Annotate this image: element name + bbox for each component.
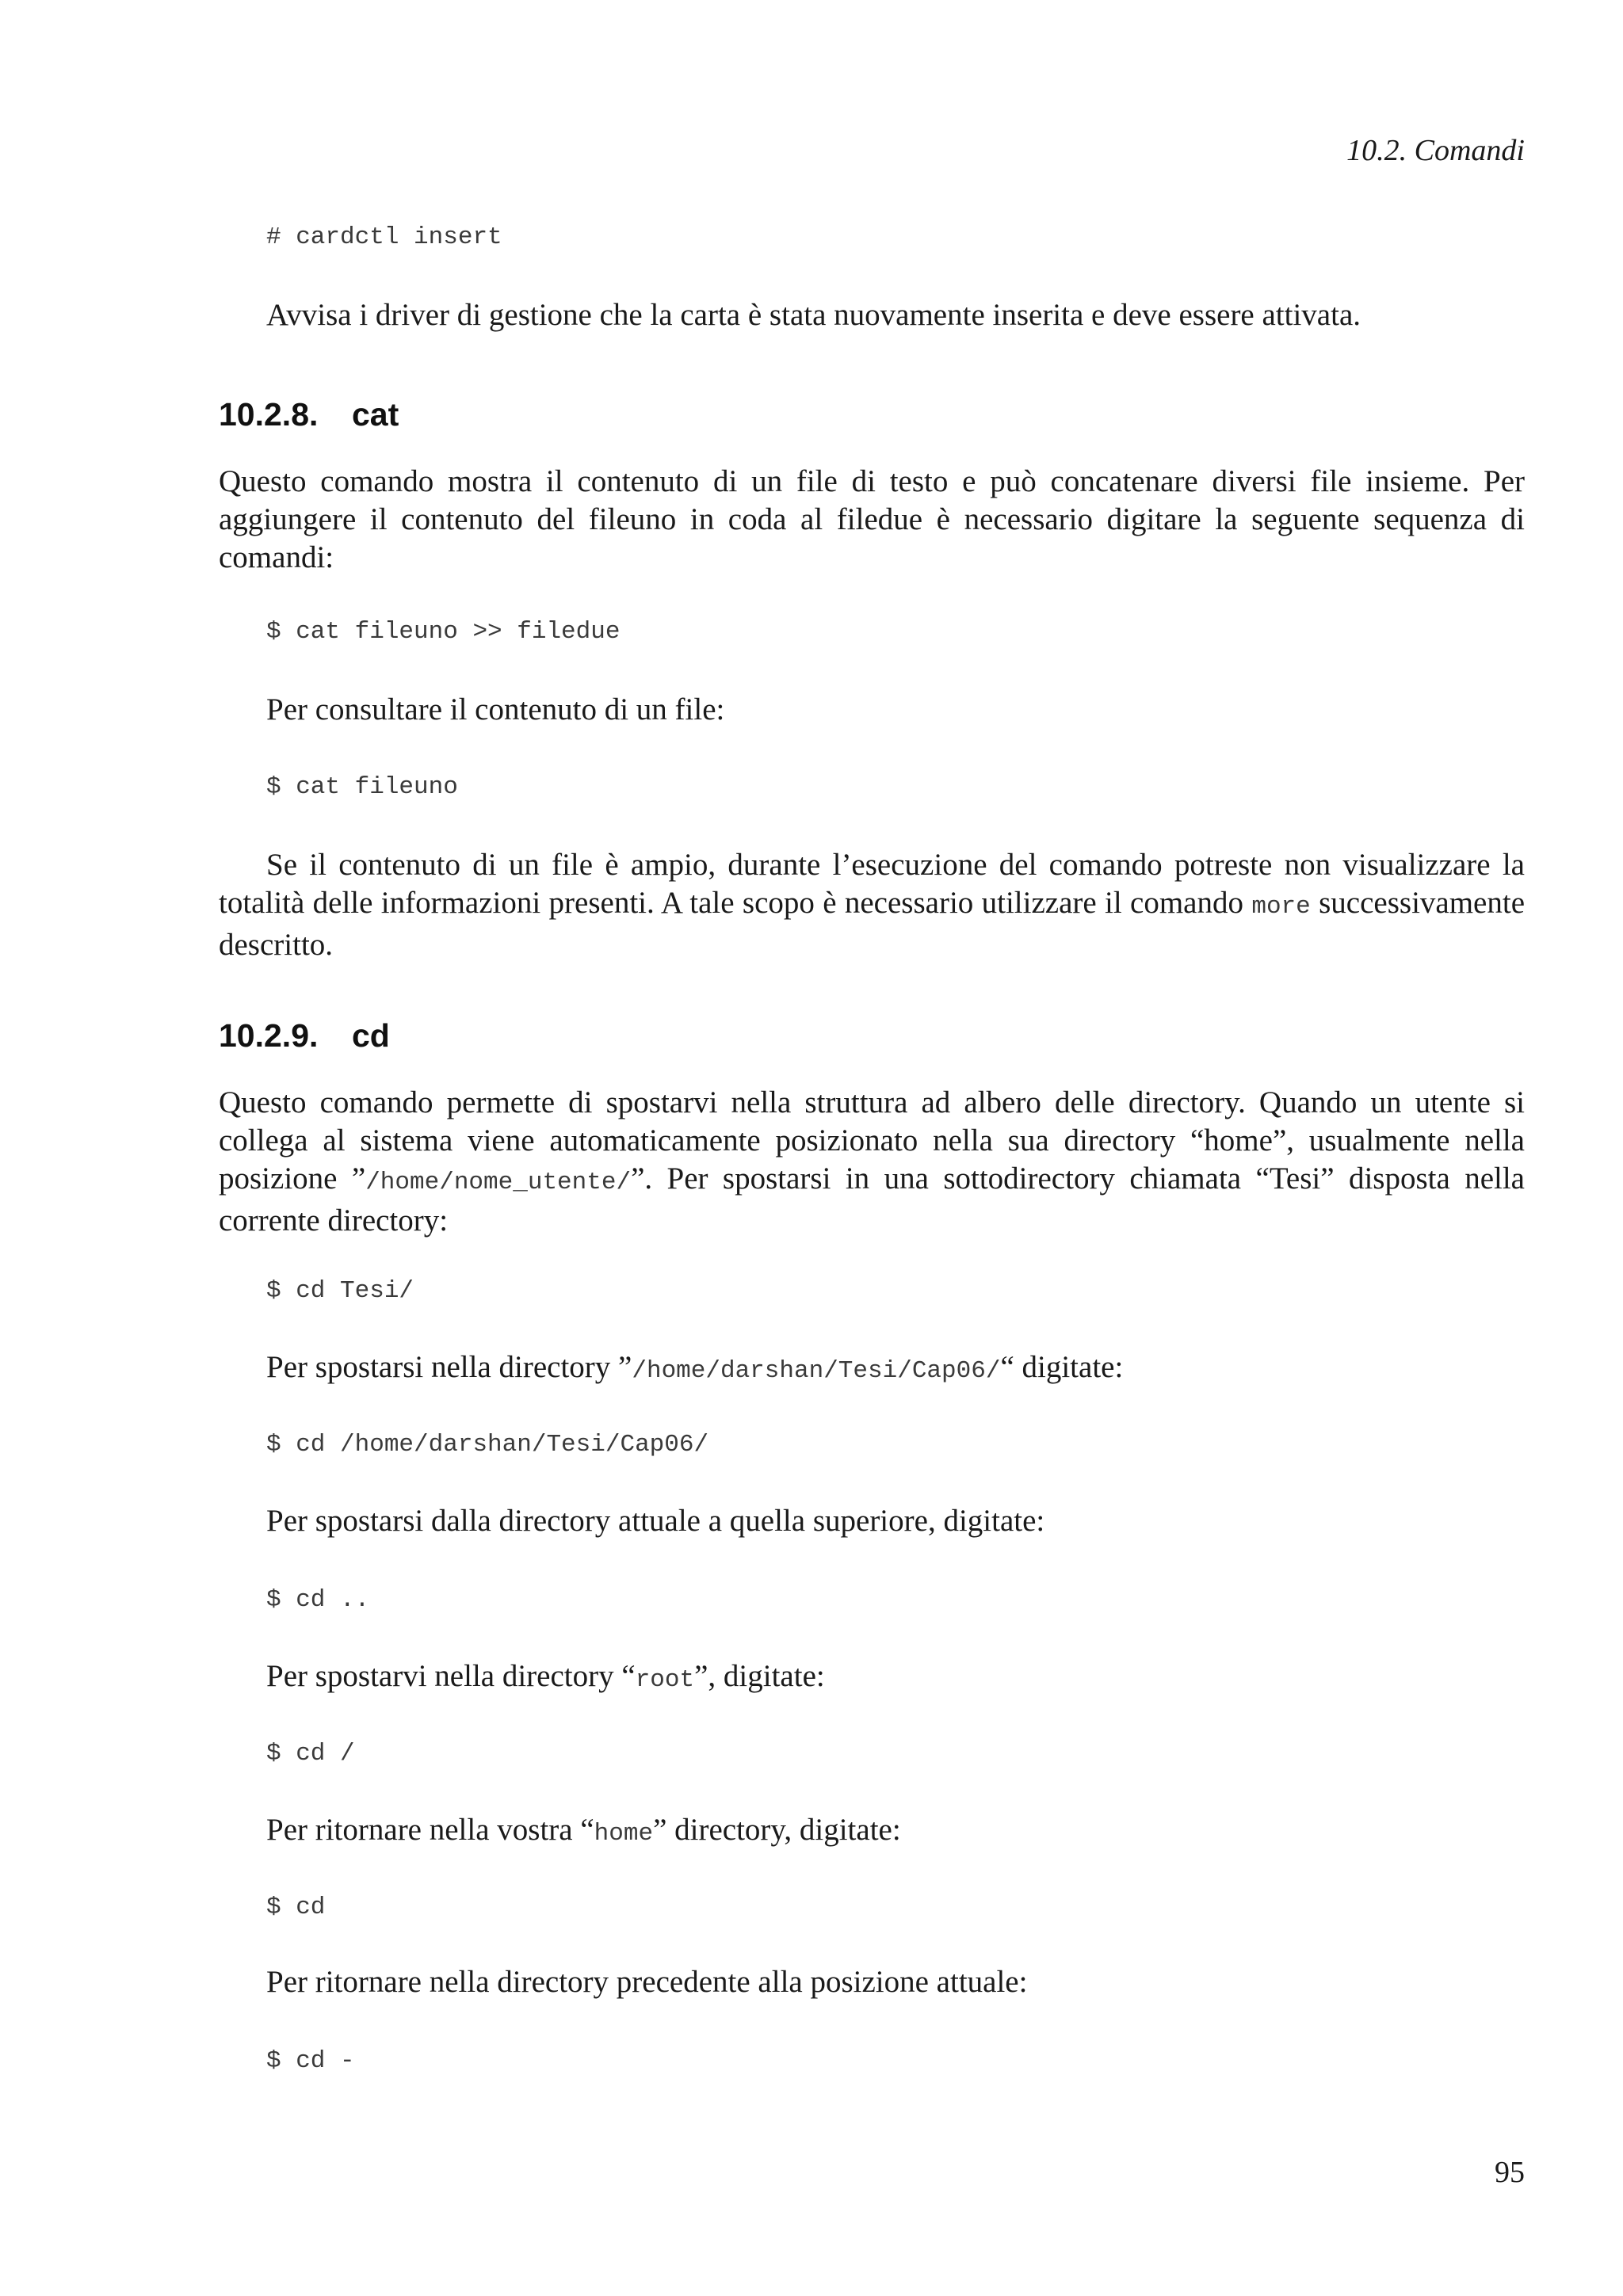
code-cd-up: $ cd .. bbox=[266, 1586, 370, 1614]
code-cd-root: $ cd / bbox=[266, 1740, 355, 1768]
code-cat-file: $ cat fileuno bbox=[266, 773, 458, 801]
code-cat-append: $ cat fileuno >> filedue bbox=[266, 618, 621, 646]
paragraph-root-text: Per spostarvi nella directory “ bbox=[266, 1659, 636, 1693]
paragraph-root-tail: ”, digitate: bbox=[694, 1659, 825, 1693]
paragraph-avvisa: Avvisa i driver di gestione che la carta è stata nuovamente inserita e deve essere attivata. bbox=[266, 298, 1361, 332]
inline-code-home: home bbox=[594, 1820, 654, 1848]
paragraph-ampio-tail: successivamente descritto. bbox=[219, 886, 1526, 962]
paragraph-precedente: Per ritornare nella directory precedente alla posizione attuale: bbox=[266, 1965, 1028, 1999]
paragraph-cd-text: Questo comando permette di spostarvi nella struttura ad albero delle directory. Quando un utente si collega al sistema viene automaticamente posizionato nella sua directory “home”, usualmente nella posizione ” bbox=[219, 1085, 1525, 1196]
section-number: 10.2.8. bbox=[219, 396, 319, 433]
section-title: cd bbox=[352, 1017, 390, 1054]
code-cardctl: # cardctl insert bbox=[266, 223, 502, 251]
paragraph-darshan bbox=[266, 1348, 1525, 1390]
section-heading-cat bbox=[219, 396, 399, 433]
code-cd-darshan: $ cd /home/darshan/Tesi/Cap06/ bbox=[266, 1431, 709, 1459]
running-head: 10.2. Comandi bbox=[1346, 134, 1525, 167]
code-cd-prev: $ cd - bbox=[266, 2047, 355, 2075]
inline-code-more: more bbox=[1251, 893, 1311, 921]
page-number: 95 bbox=[1495, 2156, 1525, 2189]
paragraph-cd-tail: ”. Per spostarsi in una sottodirectory chiamata “Tesi” disposta nella corrente directory: bbox=[219, 1161, 1525, 1238]
code-cd-home: $ cd bbox=[266, 1894, 326, 1921]
inline-code-home-path: /home/nome_utente/ bbox=[365, 1169, 632, 1196]
paragraph-darshan-tail: “ digitate: bbox=[1000, 1350, 1124, 1384]
paragraph-consultare: Per consultare il contenuto di un file: bbox=[266, 692, 725, 727]
paragraph-darshan-text: Per spostarsi nella directory ” bbox=[266, 1350, 632, 1384]
inline-code-darshan-path: /home/darshan/Tesi/Cap06/ bbox=[632, 1357, 1001, 1385]
paragraph-ampio bbox=[219, 846, 1525, 964]
section-number: 10.2.9. bbox=[219, 1017, 319, 1054]
paragraph-superiore: Per spostarsi dalla directory attuale a quella superiore, digitate: bbox=[266, 1504, 1045, 1538]
section-heading-cd bbox=[219, 1017, 390, 1055]
inline-code-root: root bbox=[635, 1666, 695, 1694]
code-cd-tesi: $ cd Tesi/ bbox=[266, 1277, 414, 1305]
paragraph-home bbox=[266, 1811, 1525, 1853]
paragraph-home-tail: ” directory, digitate: bbox=[653, 1813, 901, 1847]
paragraph-root bbox=[266, 1657, 1525, 1699]
paragraph-cd-intro bbox=[219, 1084, 1525, 1240]
paragraph-home-text: Per ritornare nella vostra “ bbox=[266, 1813, 594, 1847]
section-title: cat bbox=[352, 396, 399, 433]
paragraph-cat-intro: Questo comando mostra il contenuto di un file di testo e può concatenare diversi file insieme. Per aggiungere il contenuto del fileuno in coda al filedue è necessario digitare la seguente sequenza di comandi: bbox=[219, 464, 1525, 574]
paragraph-ampio-text: Se il contenuto di un file è ampio, durante l’esecuzione del comando potreste non visualizzare la totalità delle informazioni presenti. A tale scopo è necessario utilizzare il comando bbox=[219, 848, 1525, 920]
